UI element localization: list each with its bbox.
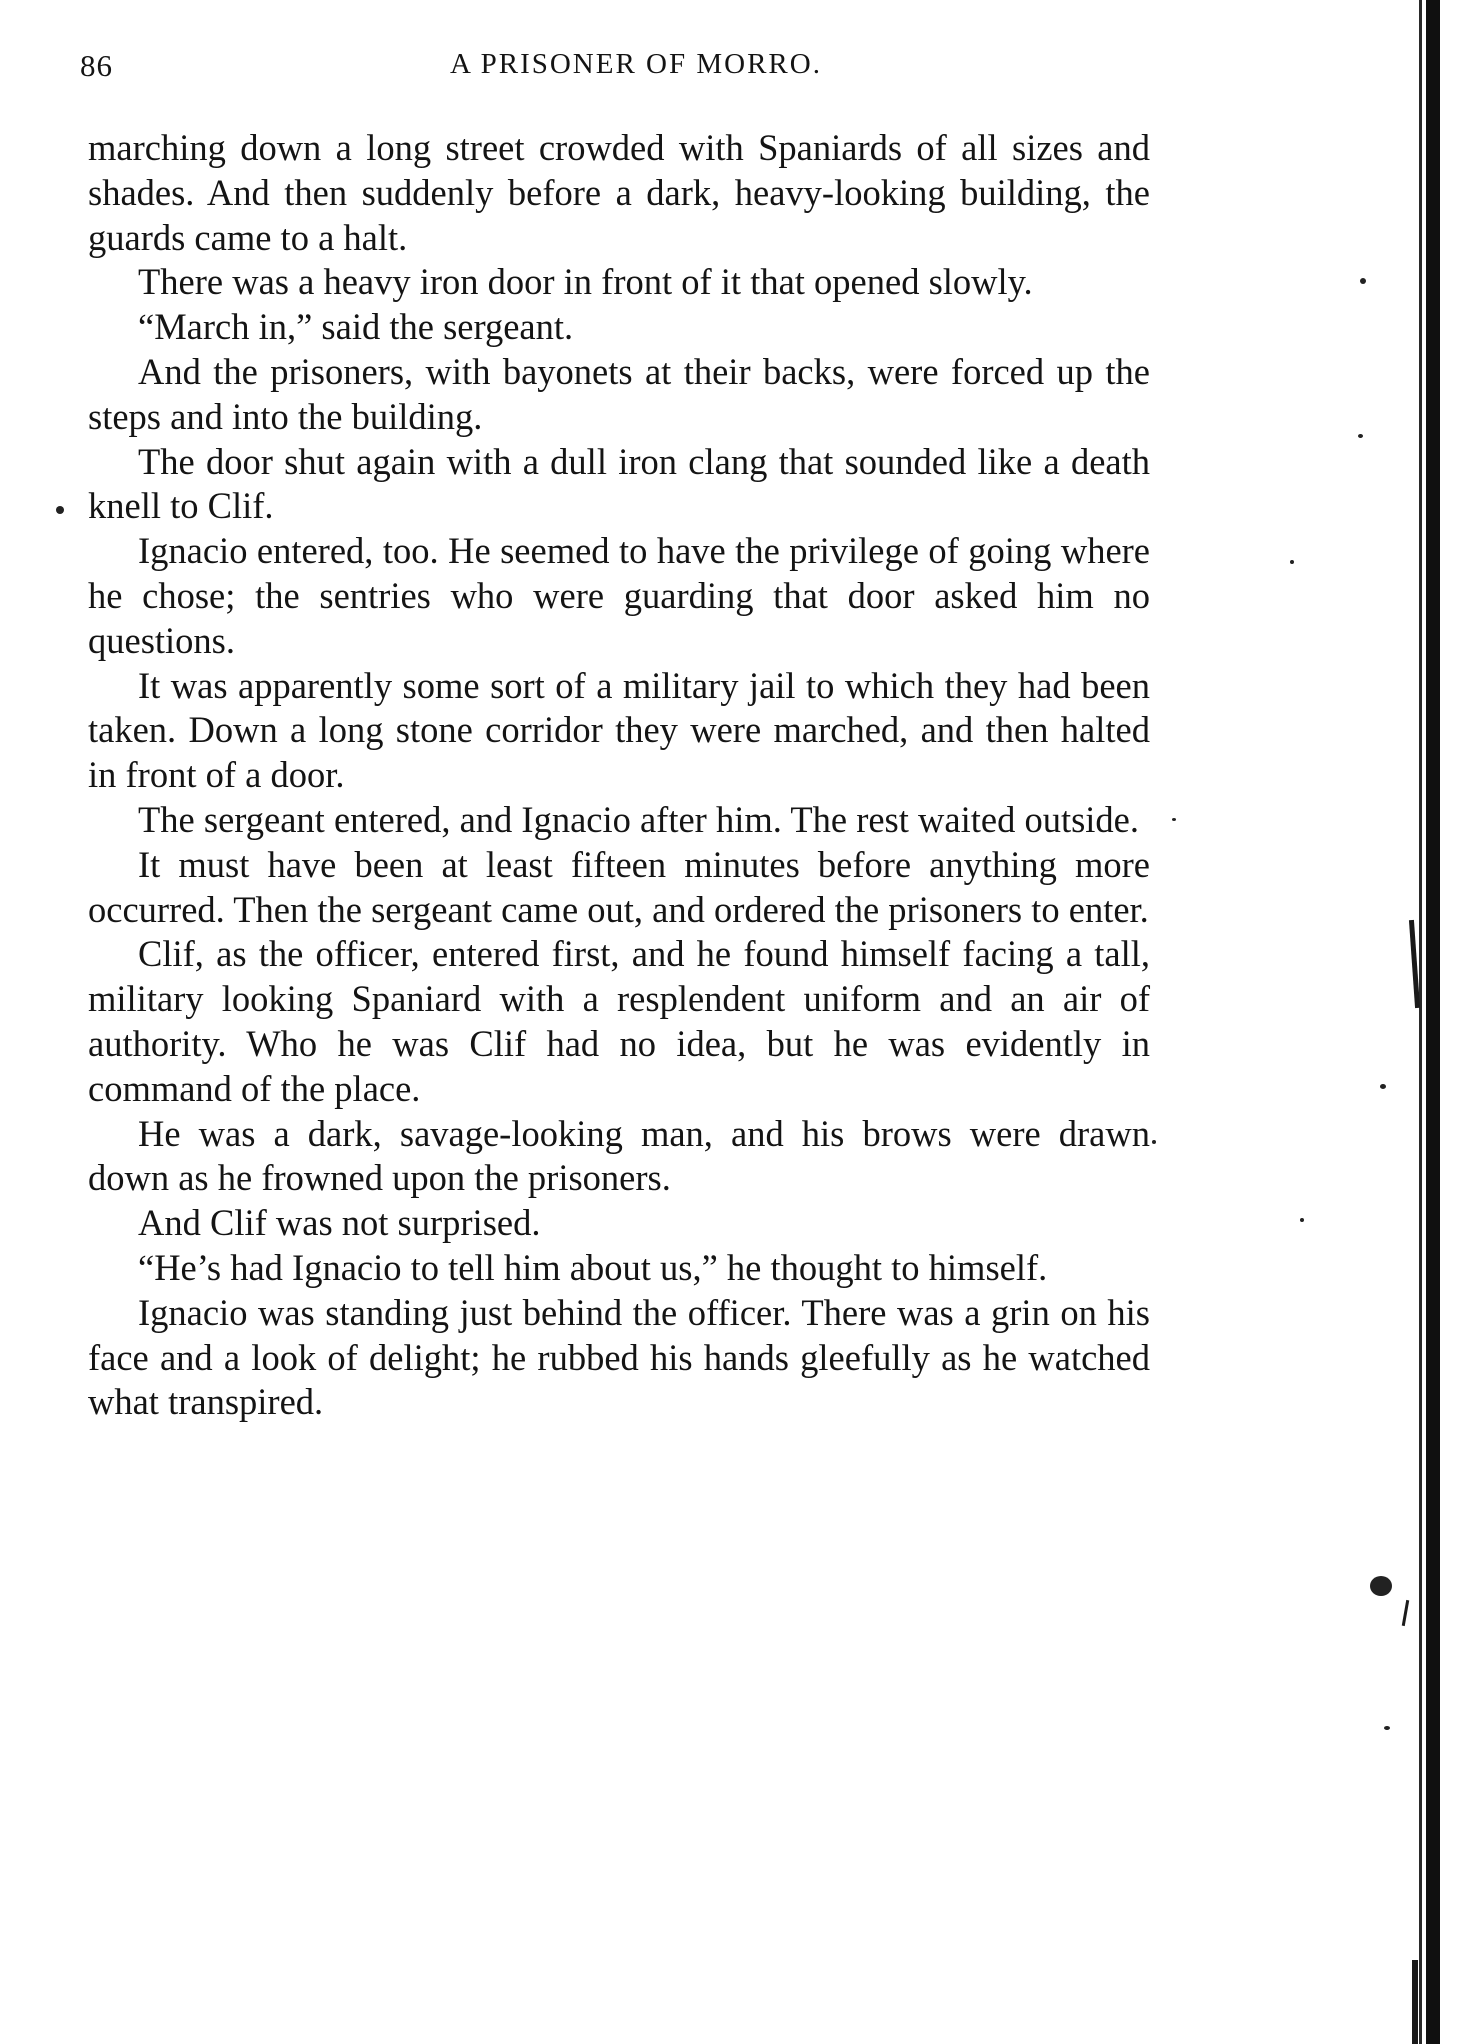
binding-edge-thin (1419, 0, 1422, 2044)
paragraph: marching down a long street crowded with Spaniards of all sizes and shades. And then suddenly before a dark, heavy-looking building, the guards came to a halt. (88, 127, 1150, 258)
paragraph: Ignacio entered, too. He seemed to have the privilege of going where he chose; the sentries who were guarding that door asked him no questions. (88, 530, 1150, 661)
paragraph: It was apparently some sort of a military jail to which they had been taken. Down a long stone corridor they were marched, and then halted in front of a door. (88, 664, 1150, 796)
page-header (80, 48, 1155, 88)
paragraph: The sergeant entered, and Ignacio after him. The rest waited outside. (138, 798, 1140, 840)
scan-speck (1172, 818, 1176, 821)
scan-speck (1360, 278, 1366, 284)
paragraph: “He’s had Ignacio to tell him about us,” he thought to himself. (138, 1246, 1048, 1288)
scan-mark (1412, 1960, 1418, 2044)
paragraph: “March in,” said the sergeant. (138, 306, 574, 348)
body-text (88, 126, 1150, 1425)
scan-mark (1402, 1600, 1409, 1626)
paragraph: Ignacio was standing just behind the officer. There was a grin on his face and a look of delight; he rubbed his hands gleefully as he watched what transpired. (88, 1291, 1150, 1423)
paragraph: He was a dark, savage-looking man, and his brows were drawn down as he frowned upon the prisoners. (88, 1112, 1150, 1199)
binding-edge (1426, 0, 1440, 2044)
paragraph: The door shut again with a dull iron clang that sounded like a death knell to Clif. (88, 440, 1150, 527)
paragraph: Clif, as the officer, entered first, and he found himself facing a tall, military looking Spaniard with a resplendent uniform and an air of authority. Who he was Clif had no idea, but he was evidently in command of the place. (88, 933, 1150, 1109)
paragraph: And the prisoners, with bayonets at their backs, were forced up the steps and into the building. (88, 350, 1150, 437)
scan-speck (1370, 1576, 1392, 1596)
paragraph: It must have been at least fifteen minutes before anything more occurred. Then the sergeant came out, and ordered the prisoners to enter. (88, 843, 1150, 930)
paragraph: There was a heavy iron door in front of it that opened slowly. (138, 261, 1033, 303)
scan-speck (1380, 1084, 1386, 1089)
scan-speck (1290, 560, 1294, 564)
scan-speck (1358, 434, 1363, 438)
running-title: A PRISONER OF MORRO. (450, 48, 822, 80)
scan-speck (1152, 1140, 1156, 1144)
scan-speck (1300, 1218, 1304, 1222)
scan-speck (1384, 1726, 1390, 1730)
paragraph: And Clif was not surprised. (138, 1202, 541, 1244)
scan-speck (56, 506, 64, 514)
page-number: 86 (80, 48, 113, 83)
